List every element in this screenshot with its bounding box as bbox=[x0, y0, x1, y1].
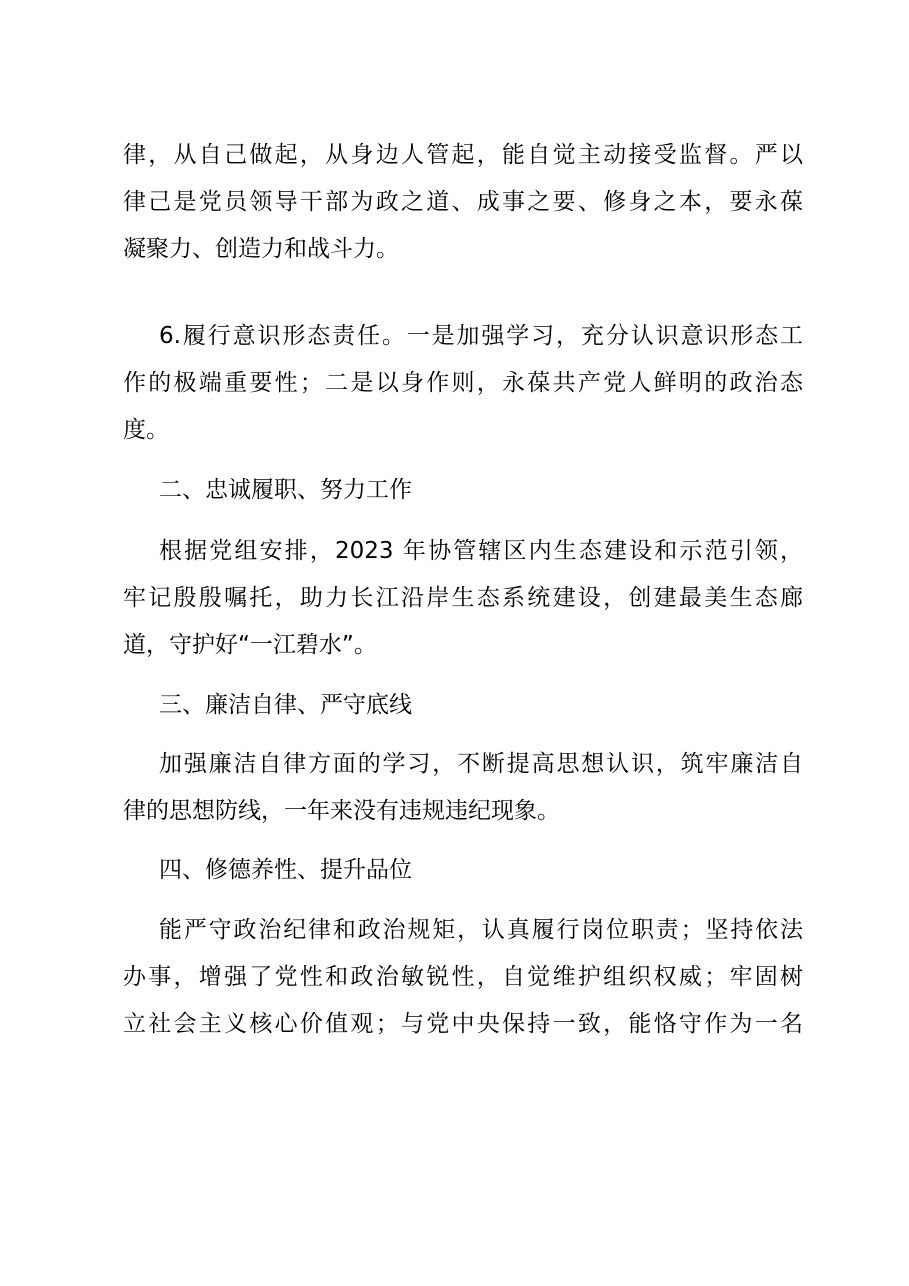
paragraph-section-4 bbox=[123, 907, 803, 1048]
section-heading-text: 三、廉洁自律、严守底线 bbox=[159, 692, 412, 718]
text-line: 根据党组安排，2023 年协管辖区内生态建设和示范引领， bbox=[159, 538, 803, 564]
text-line: 能严守政治纪律和政治规矩，认真履行岗位职责；坚持依法 bbox=[159, 917, 803, 943]
text-line: 加强廉洁自律方面的学习，不断提高思想认识，筑牢廉洁自 bbox=[159, 751, 803, 777]
text-line: 6.履行意识形态责任。一是加强学习，充分认识意识形态工 bbox=[159, 323, 803, 349]
text-line: 度。 bbox=[123, 417, 169, 443]
text-line: 律，从自己做起，从身边人管起，能自觉主动接受监督。严以 bbox=[123, 142, 803, 168]
text-line: 道，守护好“一江碧水”。 bbox=[123, 632, 377, 658]
text-line: 律己是党员领导干部为政之道、成事之要、修身之本，要永葆 bbox=[123, 189, 803, 215]
paragraph-item-6 bbox=[123, 313, 803, 454]
paragraph-section-2 bbox=[123, 528, 803, 669]
section-heading-3 bbox=[123, 682, 803, 729]
section-heading-2 bbox=[123, 467, 803, 514]
section-heading-text: 四、修德养性、提升品位 bbox=[159, 857, 412, 883]
section-heading-text: 二、忠诚履职、努力工作 bbox=[159, 477, 412, 503]
text-line: 律的思想防线，一年来没有违规违纪现象。 bbox=[123, 798, 560, 824]
paragraph-continuation bbox=[123, 132, 803, 273]
text-line: 办事，增强了党性和政治敏锐性，自觉维护组织权威；牢固树 bbox=[123, 964, 803, 990]
paragraph-section-3 bbox=[123, 741, 803, 835]
text-line: 作的极端重要性；二是以身作则，永葆共产党人鲜明的政治态 bbox=[123, 370, 803, 396]
section-heading-4 bbox=[123, 847, 803, 894]
text-line: 立社会主义核心价值观；与党中央保持一致，能恪守作为一名 bbox=[123, 1011, 803, 1037]
text-line: 凝聚力、创造力和战斗力。 bbox=[123, 236, 399, 262]
text-line: 牢记殷殷嘱托，助力长江沿岸生态系统建设，创建最美生态廊 bbox=[123, 585, 803, 611]
